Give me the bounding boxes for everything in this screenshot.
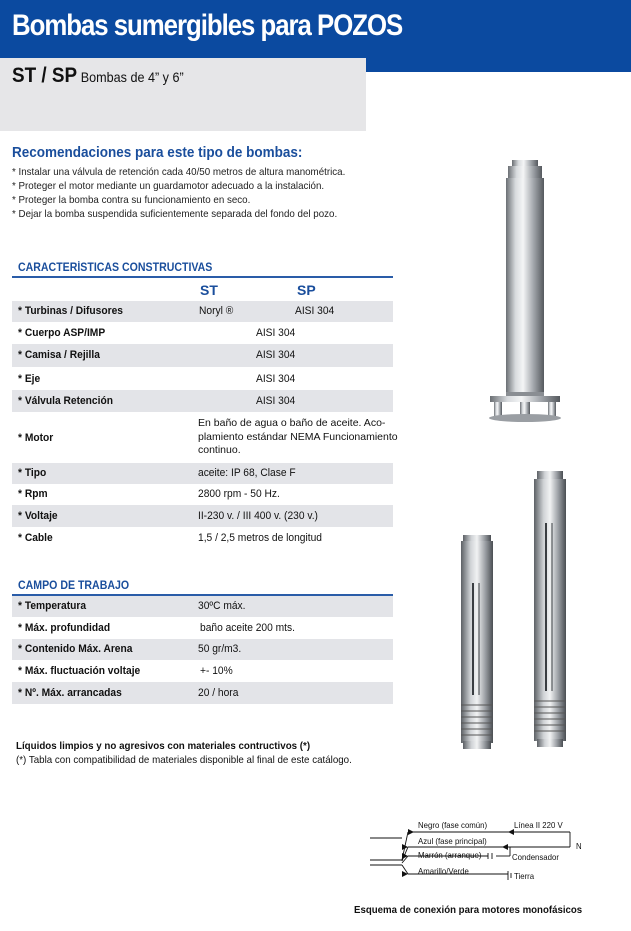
table-row xyxy=(12,505,393,527)
row-value: 20 / hora xyxy=(198,687,239,699)
table-row xyxy=(12,660,393,682)
construction-title: CARACTERÍSTICAS CONSTRUCTIVAS xyxy=(18,262,213,274)
row-value: AISI 304 xyxy=(256,349,296,361)
table-row xyxy=(12,322,393,344)
diagram-caption: Esquema de conexión para motores monofásicos xyxy=(354,904,583,916)
wire-label-azul: Azul (fase principal) xyxy=(418,836,487,846)
recommendations-list xyxy=(12,165,392,221)
row-label: * Máx. profundidad xyxy=(18,622,111,634)
pump-4in-image xyxy=(482,158,568,424)
row-value: 2800 rpm - 50 Hz. xyxy=(198,488,280,500)
row-value: AISI 304 xyxy=(256,327,296,339)
recommendation-item: * Dejar la bomba suspendida suficientemente separada del fondo del pozo. xyxy=(12,208,338,220)
row-value: +- 10% xyxy=(200,665,233,677)
row-value-sp: AISI 304 xyxy=(295,305,335,317)
capacitor-label: Condensador xyxy=(512,852,559,862)
wire-label-marron: Marrón (arranque) xyxy=(418,850,482,860)
table-row xyxy=(12,639,393,660)
row-value-st: Noryl ® xyxy=(199,305,234,317)
table-row xyxy=(12,463,393,484)
section-rule xyxy=(12,276,393,278)
table-row xyxy=(12,596,393,617)
row-value: AISI 304 xyxy=(256,395,296,407)
row-label: * Temperatura xyxy=(18,600,87,612)
row-value: II-230 v. / III 400 v. (230 v.) xyxy=(198,510,318,522)
row-label: * Tipo xyxy=(18,467,47,479)
table-row xyxy=(12,344,393,367)
pump-6in-short-image xyxy=(457,533,497,751)
recommendation-item: * Proteger la bomba contra su funcionamiento en seco. xyxy=(12,194,251,206)
subtitle xyxy=(12,64,184,88)
row-value: En baño de agua o baño de aceite. Aco-plamiento estándar NEMA Funcionamiento continuo. xyxy=(198,417,398,456)
pump-6in-long-image xyxy=(529,469,571,749)
table-row xyxy=(12,367,393,390)
recommendation-item: * Instalar una válvula de retención cada 40/50 metros de altura manométrica. xyxy=(12,166,346,178)
row-label: * Rpm xyxy=(18,488,48,500)
row-label: * Nº. Máx. arrancadas xyxy=(18,687,122,699)
row-label: * Camisa / Rejilla xyxy=(18,349,100,361)
row-label: * Turbinas / Difusores xyxy=(18,305,123,317)
row-label: * Cable xyxy=(18,532,53,544)
row-label: * Contenido Máx. Arena xyxy=(18,643,133,655)
row-value: 50 gr/m3. xyxy=(198,643,242,655)
working-title: CAMPO DE TRABAJO xyxy=(18,580,130,592)
footnote-compatibility: (*) Tabla con compatibilidad de materiales disponible al final de este catálogo. xyxy=(16,754,352,766)
row-value: 1,5 / 2,5 metros de longitud xyxy=(198,532,322,544)
footnote-liquids: Líquidos limpios y no agresivos con materiales contructivos (*) xyxy=(16,740,311,752)
table-row xyxy=(12,617,393,639)
model-name: ST / SP xyxy=(12,64,78,87)
wire-label-amarillo: Amarillo/Verde xyxy=(418,866,469,876)
line-label: Línea II 220 V xyxy=(514,820,563,830)
table-row xyxy=(12,412,398,463)
row-label: * Motor xyxy=(18,432,54,444)
ground-label: Tierra xyxy=(514,871,535,881)
row-value: baño aceite 200 mts. xyxy=(200,622,295,634)
page-title: Bombas sumergibles para POZOS xyxy=(12,9,403,42)
table-row xyxy=(12,301,393,322)
recommendation-item: * Proteger el motor mediante un guardamotor adecuado a la instalación. xyxy=(12,180,325,192)
row-value: 30ºC máx. xyxy=(198,600,246,612)
row-value: aceite: IP 68, Clase F xyxy=(198,467,296,479)
neutral-label: N xyxy=(576,841,582,851)
table-row xyxy=(12,527,393,549)
row-label: * Válvula Retención xyxy=(18,395,113,407)
row-label: * Máx. fluctuación voltaje xyxy=(18,665,141,677)
row-label: * Voltaje xyxy=(18,510,58,522)
wire-label-negro: Negro (fase común) xyxy=(418,820,488,830)
table-row xyxy=(12,484,393,505)
row-value: AISI 304 xyxy=(256,373,296,385)
recommendations-title: Recomendaciones para este tipo de bombas: xyxy=(12,144,303,161)
wiring-diagram xyxy=(360,812,631,892)
table-row xyxy=(12,390,393,412)
row-label: * Cuerpo ASP/IMP xyxy=(18,327,106,339)
column-header-st: ST xyxy=(200,282,218,298)
row-label: * Eje xyxy=(18,373,41,385)
table-row xyxy=(12,682,393,704)
column-header-sp: SP xyxy=(297,282,316,298)
model-description: Bombas de 4” y 6” xyxy=(80,69,184,85)
